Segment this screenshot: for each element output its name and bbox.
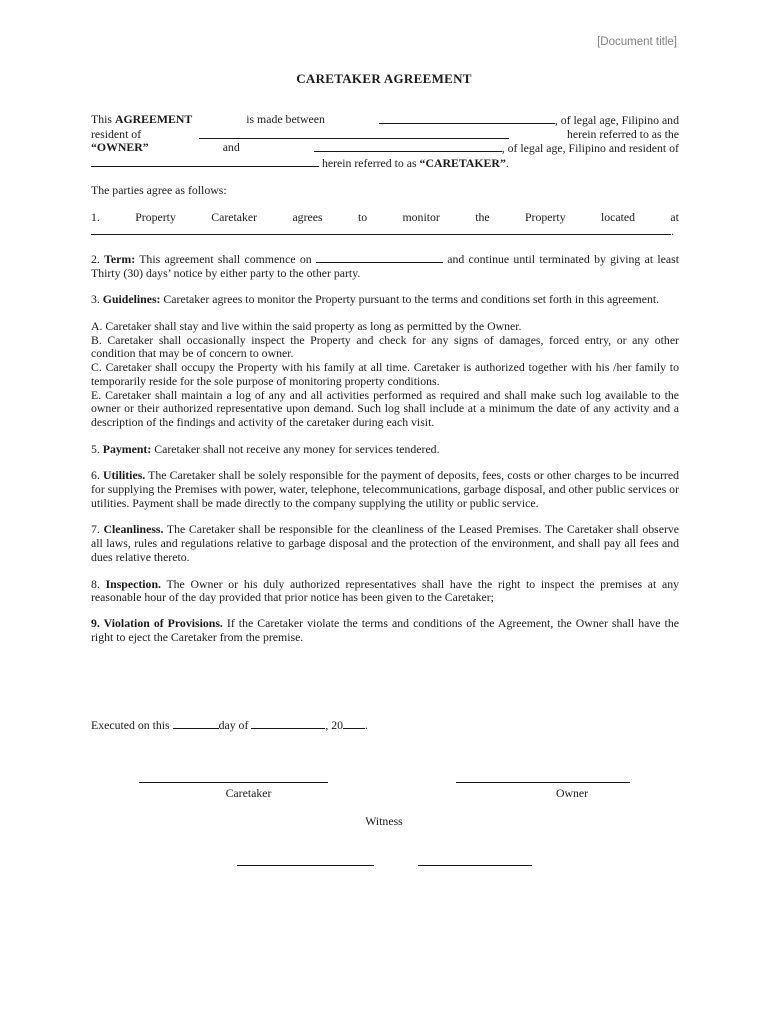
owner-name-blank[interactable] — [379, 113, 555, 124]
caretaker-bold: “CARETAKER” — [419, 156, 506, 171]
owner-signature-label: Owner — [555, 786, 589, 800]
clause-8-inspection — [91, 578, 679, 605]
intro-paragraph — [91, 113, 679, 171]
intro-text: This — [91, 112, 115, 126]
clause-number: 7. — [91, 522, 104, 537]
intro-text: . — [505, 156, 509, 171]
clause-5-payment — [91, 443, 679, 457]
executed-text: . — [365, 718, 368, 732]
owner-residence-blank[interactable] — [199, 128, 509, 139]
clause-word: monitor — [402, 209, 440, 224]
clause-text: If the Caretaker violate the terms and conditions of the Agreement, the Owner shall have the right to eject the Caretaker from the premise. — [91, 616, 679, 645]
agreement-bold: AGREEMENT — [114, 112, 193, 126]
agreement-body — [91, 113, 679, 645]
clause-word: to — [357, 209, 368, 224]
intro-text: and — [222, 140, 240, 155]
clause-word: agrees — [292, 209, 323, 224]
payment-heading: Payment: — [102, 441, 152, 456]
agreement-title: CARETAKER AGREEMENT — [296, 71, 472, 86]
clause-number: 5. — [91, 441, 103, 456]
intro-text: , of legal age, Filipino and — [554, 113, 679, 127]
commence-date-blank[interactable] — [316, 252, 443, 263]
clause-2-term — [91, 252, 679, 280]
clause-1-line — [91, 211, 679, 225]
execution-year-blank[interactable] — [343, 718, 365, 729]
clause-text: The Caretaker shall be solely responsible for the payment of deposits, fees, costs or other charges to be incurred for supplying the Premises with power, water, telephone, telecommunications, garbage disposal, and other public services or utilities. Payment shall be made directly to the company supplying the utility or public service. — [91, 468, 679, 510]
clause-number: 6. — [91, 468, 103, 483]
caretaker-residence-blank[interactable] — [91, 156, 319, 167]
clause-9-violation — [91, 617, 679, 644]
property-location-line — [91, 224, 679, 239]
guideline-c: C. Caretaker shall occupy the Property with his family at all time. Caretaker is authorized together with his /her family to temporarily reside for the sole purpose of monitoring property conditions. — [91, 360, 679, 388]
term-heading: Term: — [104, 251, 136, 266]
document-title-placeholder: [Document title] — [597, 36, 677, 48]
clause-text: The Owner or his duly authorized representatives shall have the right to inspect the premises at any reasonable hour of the day provided that prior notice has been given to the Caretaker; — [91, 576, 679, 605]
caretaker-signature-line[interactable] — [139, 781, 328, 783]
intro-text: is made between — [246, 112, 325, 126]
executed-text: , 20 — [325, 718, 344, 732]
guidelines-heading: Guidelines: — [102, 292, 161, 307]
clause-word: Caretaker — [211, 209, 258, 224]
clause-text: This agreement shall commence on — [135, 251, 316, 266]
clause-6-utilities — [91, 469, 679, 510]
clause-word: Property — [135, 209, 176, 224]
intro-line-3 — [91, 141, 679, 156]
caretaker-name-blank[interactable] — [314, 141, 502, 152]
clause-number: 3. — [91, 292, 103, 307]
intro-line-1 — [91, 113, 679, 128]
intro-text: resident of — [91, 126, 142, 141]
executed-text: day of — [218, 718, 252, 732]
inspection-heading: Inspection. — [105, 576, 161, 591]
execution-day-blank[interactable] — [173, 718, 219, 729]
clause-word: at — [670, 209, 679, 224]
clause-word: Property — [524, 209, 566, 224]
guideline-e: E. Caretaker shall maintain a log of any and all activities performed as required and shall make such log available to the owner or their authorized representative upon demand. Such log shall include at a minimum the date of any activity and a description of the findings and activity of the caretaker during each visit. — [91, 387, 679, 429]
clause-text: and continue until terminated by giving at least Thirty (30) days’ notice by either party to the other party. — [91, 251, 680, 280]
intro-text: , of legal age, Filipino and resident of — [501, 141, 679, 156]
parties-agree-text: The parties agree as follows: — [91, 182, 227, 197]
clause-text: Caretaker agrees to monitor the Property pursuant to the terms and conditions set forth in this agreement. — [160, 292, 660, 307]
intro-line-2 — [91, 128, 679, 142]
violation-heading: 9. Violation of Provisions. — [91, 616, 223, 631]
clause-word: located — [600, 209, 636, 224]
intro-text: herein referred to as the — [566, 126, 679, 141]
guideline-b: B. Caretaker shall occasionally inspect the Property and check for any signs of damages, forced entry, or any other condition that may be of concern to owner. — [91, 332, 679, 361]
intro-text: herein referred to as — [319, 156, 420, 171]
witness-2-signature-line[interactable] — [418, 864, 532, 866]
witness-label: Witness — [365, 814, 403, 828]
clause-3-guidelines — [91, 293, 679, 307]
clause-number: 8. — [91, 576, 106, 591]
cleanliness-heading: Cleanliness. — [103, 522, 164, 537]
clause-text: The Caretaker shall be responsible for the cleanliness of the Leased Premises. The Caretaker shall observe all laws, rules and regulations relative to garbage disposal and the protection of the environment, and shall pay all fees and dues relative thereto. — [91, 522, 680, 564]
owner-signature-line[interactable] — [456, 781, 630, 783]
clause-word: 1. — [91, 209, 100, 224]
guideline-a: A. Caretaker shall stay and live within the said property as long as permitted by the Owner. — [91, 319, 522, 334]
owner-bold: “OWNER” — [91, 140, 149, 155]
executed-text: Executed on this — [91, 718, 173, 732]
executed-line — [91, 718, 368, 733]
clause-7-cleanliness — [91, 523, 679, 564]
clause-text: . — [671, 224, 674, 239]
clause-word: the — [475, 209, 490, 224]
caretaker-signature-label: Caretaker — [225, 786, 272, 800]
clause-text: Caretaker shall not receive any money for services tendered. — [151, 441, 440, 456]
property-location-blank[interactable] — [91, 224, 671, 235]
clause-number: 2. — [91, 251, 105, 266]
intro-line-4 — [91, 156, 679, 171]
witness-1-signature-line[interactable] — [237, 864, 374, 866]
execution-month-blank[interactable] — [251, 718, 325, 729]
utilities-heading: Utilities. — [102, 468, 146, 483]
clause-1 — [91, 211, 679, 239]
